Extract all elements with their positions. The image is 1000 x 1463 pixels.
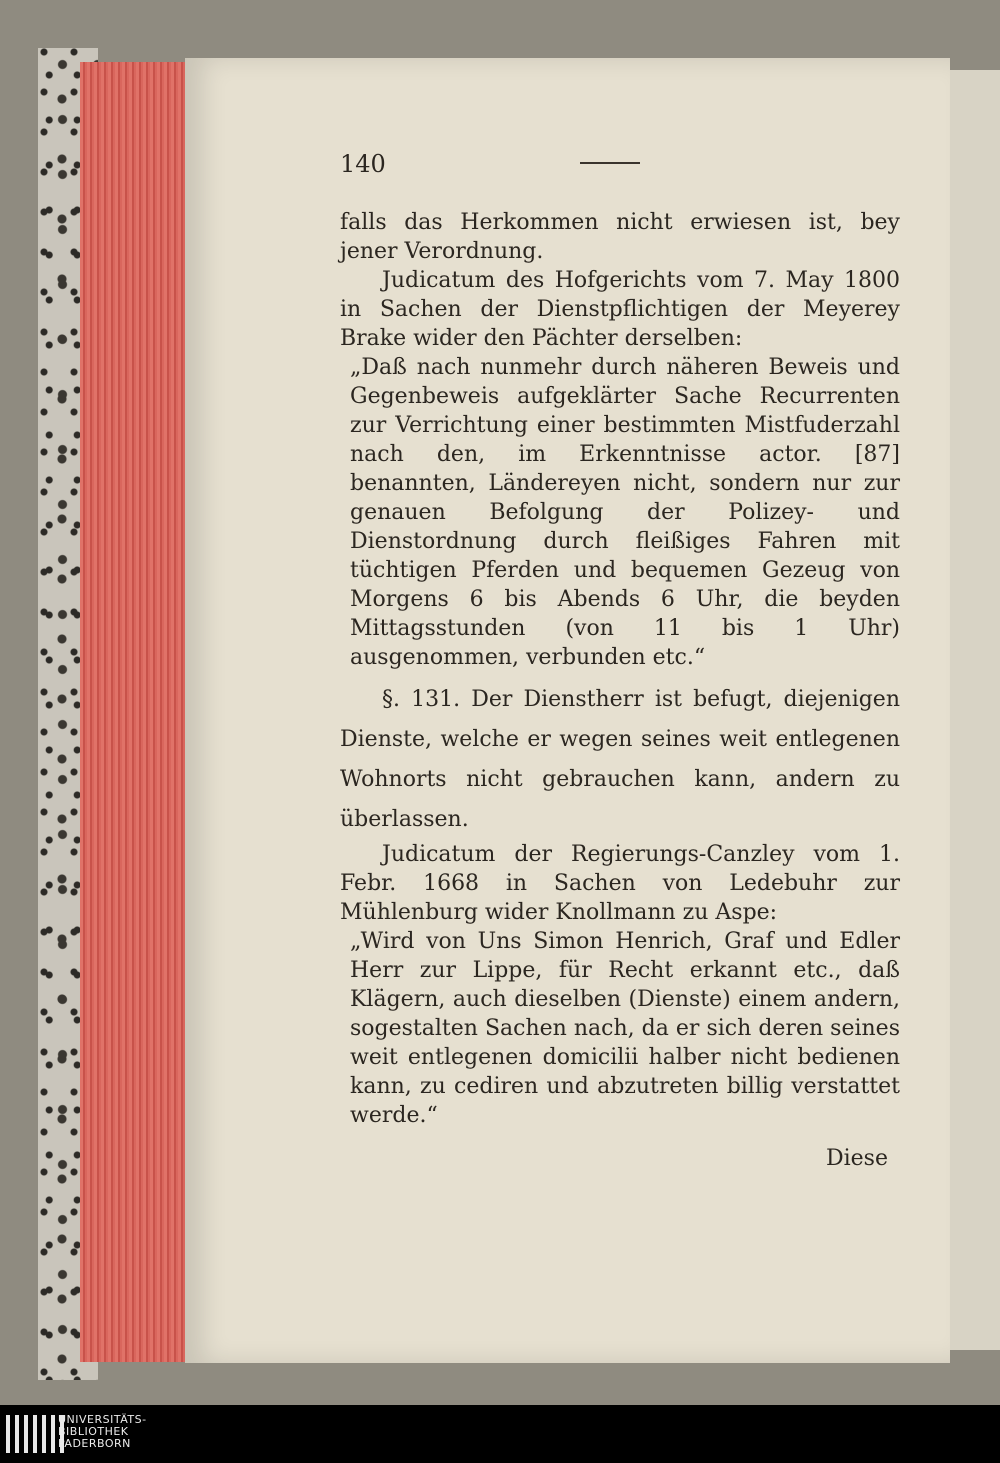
quotation-1800: „Daß nach nunmehr durch näheren Beweis und Gegenbeweis aufgeklärter Sache Recurrenten zur Verrichtung einer bestimmten Mistfuderzahl nach den, im Erkenntnisse actor. [87] benannten, Ländereyen nicht, sondern nur zur genauen Befolgung der Polizey- und Dienstordnung durch fleißiges Fahren mit tüchtigen Pferden und bequemen Gezeug von Morgens 6 bis Abends 6 Uhr, die beyden Mittagsstunden (von 11 bis 1 Uhr) ausgenommen, verbunden etc.“ — [350, 355, 900, 670]
page-header — [340, 150, 900, 208]
library-footer — [0, 1405, 1000, 1463]
paragraph-judicatum-1800: Judicatum des Hofgerichts vom 7. May 1800 in Sachen der Dienstpflichtigen der Meyerey Brake wider den Pächter derselben: — [340, 268, 900, 351]
paragraph-1: falls das Herkommen nicht erwiesen ist, bey jener Verordnung. — [340, 210, 900, 264]
library-name-line-2: BIBLIOTHEK — [58, 1425, 129, 1438]
library-name-line-1: UNIVERSITÄTS- — [58, 1413, 147, 1426]
page-number: 140 — [340, 150, 386, 178]
catchword: Diese — [825, 1146, 888, 1171]
library-name-line-3: PADERBORN — [58, 1437, 131, 1450]
page-text — [340, 150, 900, 1173]
page-edges — [80, 62, 192, 1362]
section-131: §. 131. Der Dienstherr ist befugt, diejenigen Dienste, welche er wegen seines weit entlegenen Wohnorts nicht gebrauchen kann, andern zu überlassen. — [340, 687, 900, 832]
paragraph-judicatum-1668: Judicatum der Regierungs-Canzley vom 1. Febr. 1668 in Sachen von Ledebuhr zur Mühlenburg wider Knollmann zu Aspe: — [340, 842, 900, 925]
library-logo-icon — [6, 1415, 64, 1453]
quotation-1668: „Wird von Uns Simon Henrich, Graf und Edler Herr zur Lippe, für Recht erkannt etc., daß Klägern, auch dieselben (Dienste) einem andern, sogestalten Sachen nach, da er sich deren seines weit entlegenen domicilii halber nicht bedienen kann, zu cediren und abzutreten billig verstattet werde.“ — [350, 929, 900, 1128]
header-rule — [580, 162, 640, 164]
library-name — [58, 1414, 147, 1450]
